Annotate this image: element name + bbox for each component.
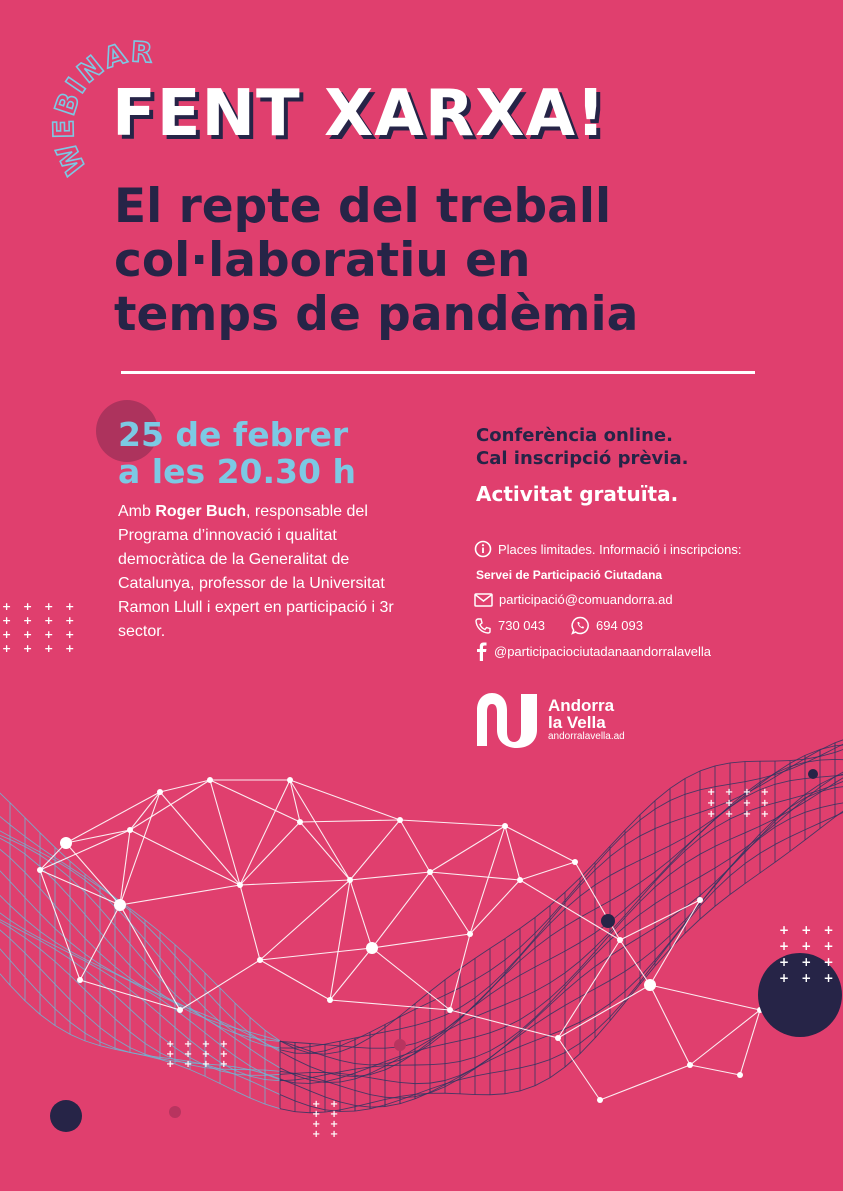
event-date-day: 25 de febrer [118, 415, 349, 454]
speaker-name: Roger Buch [155, 503, 247, 520]
event-date [118, 416, 356, 490]
email-link[interactable]: participació@comuandorra.ad [499, 592, 673, 607]
whatsapp-icon [571, 616, 590, 635]
logo-line-2: la Vella [548, 713, 606, 732]
logo-website: andorralavella.ad [548, 731, 625, 742]
plus-pattern-right-lower: + + + + + + + + + + + + [779, 923, 838, 985]
logo-line-1: Andorra [548, 696, 615, 715]
facebook-icon [474, 641, 488, 661]
logo-wordmark [548, 697, 625, 743]
navy-circle-mid [601, 914, 615, 928]
plus-pattern-bottom-left: + + + + + + + + + + + + [166, 1039, 231, 1070]
webinar-label: WEBINAR [46, 35, 156, 181]
shadow-circle [394, 1039, 406, 1051]
places-info-row [474, 540, 741, 558]
email-row [474, 592, 673, 607]
phone-number[interactable]: 730 043 [498, 618, 545, 633]
plus-pattern-right: + + + + + + + + + + + + [707, 787, 772, 820]
phone-icon [474, 617, 492, 635]
divider [121, 371, 755, 374]
facebook-handle[interactable]: @participaciociutadanaandorralavella [494, 643, 711, 659]
andorra-la-vella-logo-mark [474, 690, 542, 750]
whatsapp-number[interactable]: 694 093 [596, 618, 643, 633]
andorra-la-vella-logo [474, 690, 625, 750]
subtitle-line-1: El repte del treball [114, 179, 612, 234]
mail-icon [474, 593, 493, 607]
speaker-bio [118, 500, 428, 644]
conference-note [476, 424, 688, 470]
shadow-circle [169, 1106, 181, 1118]
navy-circle-small [808, 769, 818, 779]
free-activity: Activitat gratuïta. [476, 482, 679, 506]
registration-required: Cal inscripció prèvia. [476, 448, 689, 469]
navy-circle-bottom-left [50, 1100, 82, 1132]
subtitle-line-3: temps de pandèmia [114, 287, 639, 342]
phone-row [474, 616, 643, 635]
main-title: FENT XARXA! [112, 77, 607, 151]
info-icon [474, 540, 492, 558]
conference-online: Conferència online. [476, 425, 673, 446]
bio-text: , responsable del Programa d’innovació i qualitat democràtica de la Generalitat de Catalunya, professor de la Universitat Ramon Llull i expert en participació i 3r sector. [118, 503, 394, 640]
places-info-text: Places limitades. Informació i inscripcions: [498, 541, 742, 557]
facebook-row [474, 641, 711, 661]
subtitle-line-2: col·laboratiu en [114, 233, 531, 288]
subtitle [114, 180, 814, 342]
plus-pattern-bottom-center: + + + + + + + + [312, 1099, 342, 1140]
service-name: Servei de Participació Ciutadana [476, 568, 663, 582]
bio-prefix: Amb [118, 503, 156, 520]
event-date-time: a les 20.30 h [118, 452, 356, 491]
plus-pattern-left: + + + + + + + + + + + + + + + + [2, 600, 79, 655]
